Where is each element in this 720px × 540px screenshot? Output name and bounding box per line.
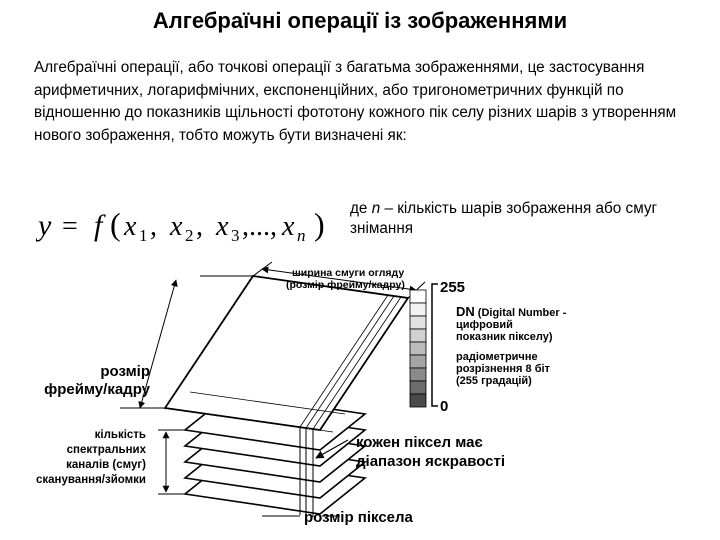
formula-xn: x <box>282 211 295 242</box>
formula <box>36 199 336 249</box>
formula-close-paren: ) <box>314 206 325 242</box>
slide-title: Алгебраїчні операції із зображеннями <box>152 8 568 33</box>
dn-abbrev: DN <box>456 304 475 319</box>
brightness-range-line1: кожен піксел має <box>356 434 483 451</box>
dn-expansion: (Digital Number - <box>477 307 567 319</box>
bands-label-line4: сканування/зйомки <box>36 474 146 486</box>
scale-step-3 <box>410 316 426 329</box>
scale-min-label: 0 <box>440 398 449 415</box>
note-rest: – кількість шарів зображення або смуг знімання <box>350 200 658 237</box>
formula-open-paren: ( <box>110 206 121 242</box>
raster-layers-diagram <box>0 248 720 540</box>
formula-x2: x <box>170 211 183 242</box>
note-variable: n <box>371 200 381 217</box>
dn-line2: цифровий <box>456 319 513 331</box>
scale-step-5 <box>410 342 426 355</box>
formula-sub-1: 1 <box>139 226 148 245</box>
description-paragraph: Алгебраїчні операції, або точкові операції з багатьма зображеннями, це застосування арифметичних, логарифмічних, експоненційних, або тригонометричних функцій по відношенню до показників щільності фототону кожного пік селу різних шарів з утворенням нового зображення, тобто можуть бути визначені як: <box>34 59 677 144</box>
layers-note <box>350 199 690 239</box>
dn-line3: показник пікселу) <box>456 331 553 343</box>
swath-label-line2: (розмір фрейму/кадру) <box>286 279 405 291</box>
bands-label-line1: кількість <box>94 429 146 441</box>
scale-step-1 <box>410 290 426 303</box>
swath-label-line1: ширина смуги огляду <box>292 267 405 279</box>
scale-step-7 <box>410 368 426 381</box>
frame-size-label-line2: фрейму/кадру <box>44 381 150 398</box>
frame-size-label-line1: розмір <box>100 363 150 380</box>
formula-function: f <box>94 209 103 242</box>
formula-dots: ,..., <box>242 211 277 242</box>
scale-bracket <box>432 284 438 406</box>
formula-sub-n: n <box>297 226 306 245</box>
bands-label-line2: спектральних <box>66 444 146 456</box>
scale-step-6 <box>410 355 426 368</box>
scale-max-label: 255 <box>440 279 466 296</box>
frame-layer-top <box>165 276 408 430</box>
formula-sub-3: 3 <box>231 226 240 245</box>
formula-equals: = <box>62 211 78 242</box>
bands-label-line3: каналів (смуг) <box>66 459 146 471</box>
dn-label <box>456 304 567 319</box>
note-prefix: де <box>350 200 372 217</box>
formula-sub-2: 2 <box>185 226 194 245</box>
radiometric-line2: розрізнення 8 біт <box>456 363 550 375</box>
scale-step-4 <box>410 329 426 342</box>
formula-x1: x <box>124 211 137 242</box>
scale-step-8 <box>410 381 426 394</box>
formula-x3: x <box>216 211 229 242</box>
pixel-size-label: розмір піксела <box>304 509 413 526</box>
scale-step-9 <box>410 394 426 407</box>
formula-comma-2: , <box>196 211 203 242</box>
formula-lhs: y <box>38 209 52 242</box>
radiometric-line3: (255 градацій) <box>456 375 532 387</box>
formula-comma-1: , <box>150 211 157 242</box>
brightness-range-line2: діапазон яскравості <box>356 453 506 470</box>
radiometric-line1: радіометричне <box>456 351 538 363</box>
scale-step-2 <box>410 303 426 316</box>
